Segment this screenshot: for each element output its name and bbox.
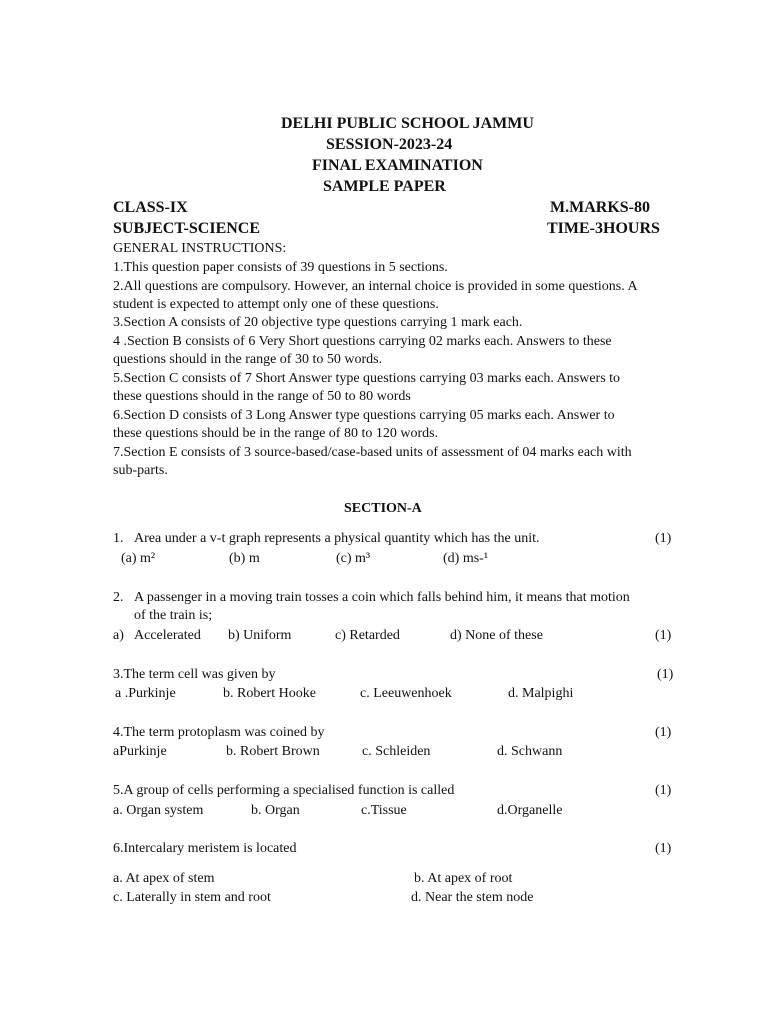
q2-text-line2: of the train is; [134,608,213,623]
instruction-line: 1.This question paper consists of 39 questions in 5 sections. [113,260,448,275]
q5-text: 5.A group of cells performing a specialised function is called [113,783,455,798]
max-marks-label: M.MARKS-80 [550,199,650,216]
instruction-line: 3.Section A consists of 20 objective type questions carrying 1 mark each. [113,315,523,330]
q2-option-b: b) Uniform [228,628,292,643]
subject-label: SUBJECT-SCIENCE [113,220,261,237]
session-label: SESSION-2023-24 [326,136,453,153]
q1-option-b: (b) m [229,551,260,566]
q1-option-a: (a) m² [121,551,156,566]
instruction-line: 4 .Section B consists of 6 Very Short questions carrying 02 marks each. Answers to these [113,334,612,349]
instructions-heading: GENERAL INSTRUCTIONS: [113,241,287,256]
q1-text: Area under a v-t graph represents a physical quantity which has the unit. [134,531,540,546]
exam-title: FINAL EXAMINATION [312,157,483,174]
q4-text: 4.The term protoplasm was coined by [113,725,325,740]
q3-option-c: c. Leeuwenhoek [360,686,452,701]
q5-option-b: b. Organ [251,803,300,818]
q2-option-a: Accelerated [134,628,201,643]
q5-option-d: d.Organelle [497,803,563,818]
q2-text-line1: A passenger in a moving train tosses a coin which falls behind him, it means that motion [134,590,630,605]
instruction-line: questions should in the range of 30 to 50 words. [113,352,383,367]
q2-option-c: c) Retarded [335,628,400,643]
school-name: DELHI PUBLIC SCHOOL JAMMU [281,115,534,132]
instruction-line: 2.All questions are compulsory. However, an internal choice is provided in some questions. A [113,279,638,294]
q3-option-a: a .Purkinje [115,686,176,701]
section-a-title: SECTION-A [344,501,422,516]
q5-option-a: a. Organ system [113,803,204,818]
q4-option-c: c. Schleiden [362,744,431,759]
q1-number: 1. [113,531,124,546]
q4-option-a: aPurkinje [113,744,167,759]
q3-text: 3.The term cell was given by [113,667,276,682]
q3-option-b: b. Robert Hooke [223,686,316,701]
instruction-line: sub-parts. [113,463,168,478]
q2-option-d: d) None of these [450,628,543,643]
q6-option-a: a. At apex of stem [113,871,215,886]
paper-title: SAMPLE PAPER [323,178,446,195]
q6-marks: (1) [655,841,672,856]
instruction-line: these questions should in the range of 50 to 80 words [113,389,411,404]
q1-option-d: (d) ms-¹ [443,551,489,566]
instruction-line: 7.Section E consists of 3 source-based/case-based units of assessment of 04 marks each with [113,445,632,460]
class-label: CLASS-IX [113,199,188,216]
q6-option-b: b. At apex of root [414,871,513,886]
q4-option-b: b. Robert Brown [226,744,320,759]
q4-option-d: d. Schwann [497,744,563,759]
instruction-line: student is expected to attempt only one of these questions. [113,297,439,312]
q6-option-d: d. Near the stem node [411,890,534,905]
q6-option-c: c. Laterally in stem and root [113,890,271,905]
q5-marks: (1) [655,783,672,798]
instruction-line: 6.Section D consists of 3 Long Answer type questions carrying 05 marks each. Answer to [113,408,615,423]
q2-option-a-letter: a) [113,628,124,643]
time-label: TIME-3HOURS [547,220,660,237]
q6-text: 6.Intercalary meristem is located [113,841,297,856]
q4-marks: (1) [655,725,672,740]
q3-marks: (1) [657,667,674,682]
q5-option-c: c.Tissue [361,803,407,818]
instruction-line: 5.Section C consists of 7 Short Answer type questions carrying 03 marks each. Answers to [113,371,621,386]
q1-option-c: (c) m³ [336,551,371,566]
q2-marks: (1) [655,628,672,643]
q2-number: 2. [113,590,124,605]
instruction-line: these questions should be in the range of 80 to 120 words. [113,426,439,441]
q1-marks: (1) [655,531,672,546]
q3-option-d: d. Malpighi [508,686,574,701]
